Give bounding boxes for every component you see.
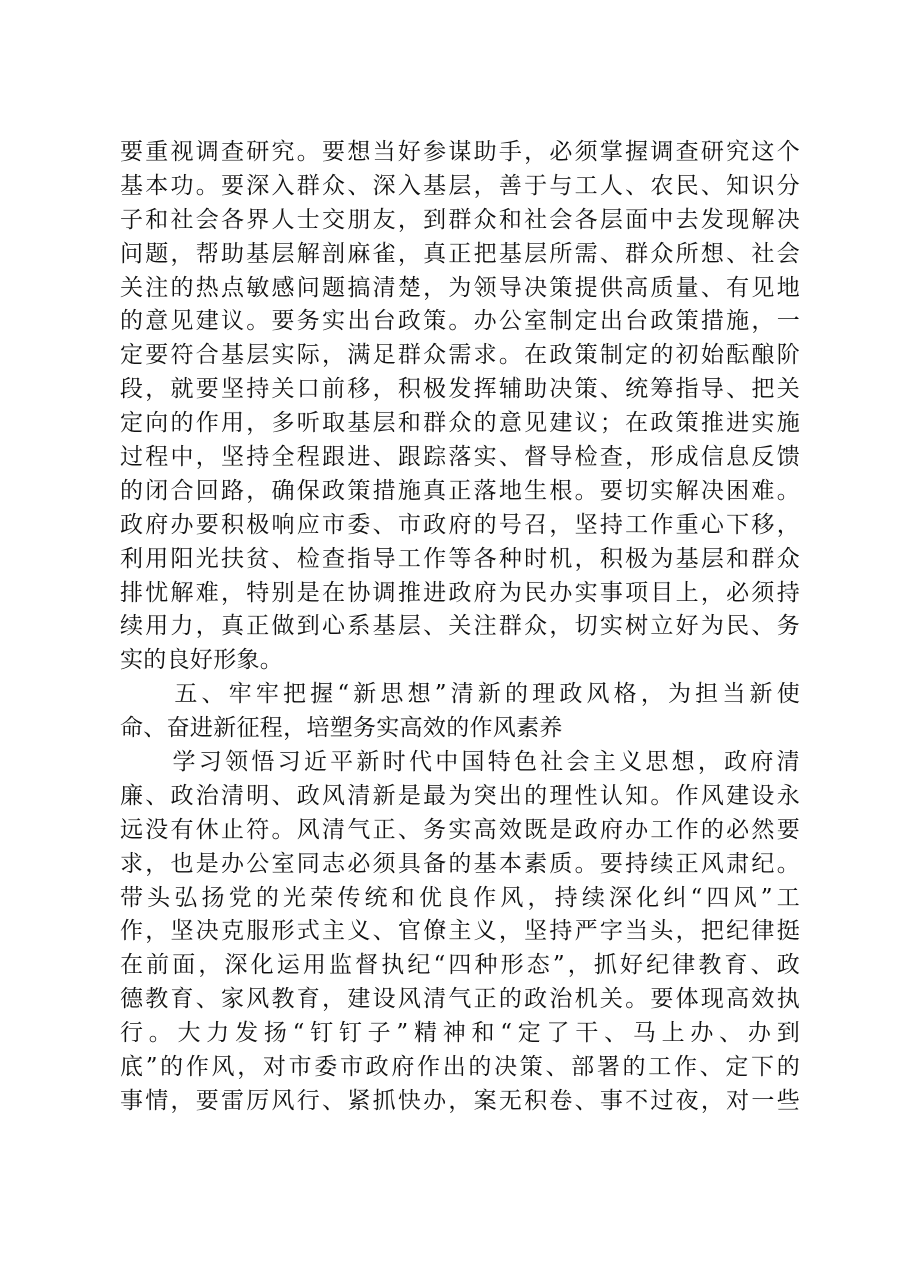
text-line: 定向的作用，多听取基层和群众的意见建议；在政策推进实施 xyxy=(120,410,800,437)
text-line: 行。大力发扬“钉钉子”精神和“定了干、马上办、办到 xyxy=(120,1020,800,1047)
text-line: 事情，要雷厉风行、紧抓快办，案无积卷、事不过夜，对一些 xyxy=(120,1087,800,1114)
text-line: 底”的作风，对市委市政府作出的决策、部署的工作、定下的 xyxy=(120,1054,800,1081)
text-line: 求，也是办公室同志必须具备的基本素质。要持续正风肃纪。 xyxy=(120,850,800,877)
document-body xyxy=(120,136,800,1119)
text-line: 排忧解难，特别是在协调推进政府为民办实事项目上，必须持 xyxy=(120,579,800,606)
text-line: 的意见建议。要务实出台政策。办公室制定出台政策措施，一 xyxy=(120,308,800,335)
text-line: 廉、政治清明、政风清新是最为突出的理性认知。作风建设永 xyxy=(120,782,800,809)
text-line: 定要符合基层实际，满足群众需求。在政策制定的初始酝酿阶 xyxy=(120,342,800,369)
text-line: 续用力，真正做到心系基层、关注群众，切实树立好为民、务 xyxy=(120,613,800,640)
text-line: 利用阳光扶贫、检查指导工作等各种时机，积极为基层和群众 xyxy=(120,545,800,572)
text-line: 问题，帮助基层解剖麻雀，真正把基层所需、群众所想、社会 xyxy=(120,240,800,267)
text-line: 政府办要积极响应市委、市政府的号召，坚持工作重心下移， xyxy=(120,511,800,538)
text-line: 德教育、家风教育，建设风清气正的政治机关。要体现高效执 xyxy=(120,986,800,1013)
text-line: 过程中，坚持全程跟进、跟踪落实、督导检查，形成信息反馈 xyxy=(120,444,800,471)
text-line: 实的良好形象。 xyxy=(120,647,284,674)
text-line: 要重视调查研究。要想当好参谋助手，必须掌握调查研究这个 xyxy=(120,139,800,165)
text-line: 关注的热点敏感问题搞清楚，为领导决策提供高质量、有见地 xyxy=(120,274,800,301)
section-heading-line: 命、奋进新征程，培塑务实高效的作风素养 xyxy=(120,715,563,742)
text-line: 段，就要坚持关口前移，积极发挥辅助决策、统筹指导、把关 xyxy=(120,376,800,403)
text-line: 作，坚决克服形式主义、官僚主义，坚持严字当头，把纪律挺 xyxy=(120,918,800,945)
text-line: 子和社会各界人士交朋友，到群众和社会各层面中去发现解决 xyxy=(120,206,800,233)
text-line: 学习领悟习近平新时代中国特色社会主义思想，政府清 xyxy=(120,749,800,776)
text-line: 带头弘扬党的光荣传统和优良作风，持续深化纠“四风”工 xyxy=(120,884,800,911)
text-line: 远没有休止符。风清气正、务实高效既是政府办工作的必然要 xyxy=(120,816,800,843)
text-line: 基本功。要深入群众、深入基层，善于与工人、农民、知识分 xyxy=(120,172,800,199)
section-heading-line: 五、牢牢把握“新思想”清新的理政风格，为担当新使 xyxy=(120,681,800,708)
text-line: 的闭合回路，确保政策措施真正落地生根。要切实解决困难。 xyxy=(120,477,800,504)
text-line: 在前面，深化运用监督执纪“四种形态”，抓好纪律教育、政 xyxy=(120,952,800,979)
